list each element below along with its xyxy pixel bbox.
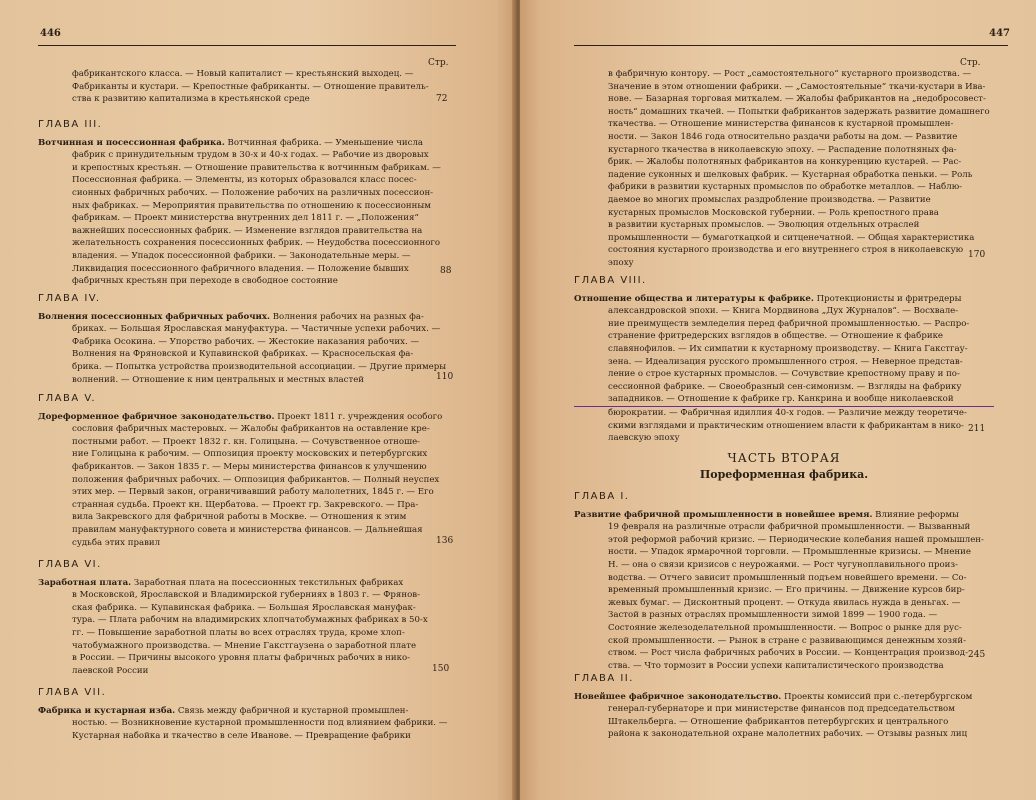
chapter-heading: ГЛАВА VII.: [38, 687, 107, 698]
toc-line: Значение в этом отношении фабрики. — „Самостоятельные“ ткачи-кустари в Ива-: [608, 81, 986, 92]
toc-page-ref: 245: [968, 650, 986, 660]
chapter-II: [574, 664, 994, 741]
toc-line: ние преимуществ земледелия перед фабричной промышленностью. — Распро-: [608, 318, 970, 329]
toc-line: владения. — Упадок посессионной фабрики. — Законодательные меры. —: [72, 250, 411, 261]
toc-line: гг. — Повышение заработной платы во всех отраслях труда, кроме хлоп-: [72, 627, 405, 638]
toc-line: Связь между фабричной и кустарной промышлен-: [175, 705, 409, 716]
chapter-heading: ГЛАВА I.: [574, 491, 630, 502]
toc-line: состояния кустарного производства и его внутреннего строя в николаевскую: [608, 245, 964, 256]
toc-line: фабрикантов. — Закон 1835 г. — Меры министерства финансов к улучшению: [72, 461, 427, 472]
toc-line: ность“ домашних ткачей. — Попытки фабрикантов задержать развитие домашнего: [608, 106, 990, 117]
toc-line: эпоху: [608, 257, 634, 268]
toc-line: Ликвидация посессионного фабричного владения. — Положение бывших: [72, 263, 409, 274]
toc-line: сионных фабричных рабочих. — Положение рабочих на различных посессион-: [72, 187, 434, 198]
toc-page-ref: 150: [432, 664, 450, 674]
toc-line: ской промышленности. — Рынок в стране с развивающимся денежным хозяй-: [608, 635, 967, 646]
chapter-title: Фабрика и кустарная изба.: [38, 705, 176, 716]
toc-line: этих мер. — Первый закон, ограничивавший работу малолетних, 1845 г. — Его: [72, 487, 434, 498]
chapter-VI: [38, 550, 438, 677]
toc-line: ства к развитию капитализма в крестьянской среде: [72, 94, 310, 105]
toc-line: Н. — она о связи кризисов с неурожаями. — Рост чугуноплавильного произ-: [608, 559, 958, 570]
toc-page-ref: 110: [436, 372, 454, 382]
header-rule: [574, 45, 1008, 46]
toc-line: Фабриканты и кустари. — Крепостные фабриканты. — Отношение правитель-: [72, 81, 429, 92]
page-number-right: 447: [989, 28, 1010, 39]
header-rule: [38, 45, 456, 46]
toc-line: скими взглядами и практическим отношением власти к фабрикантам в нико-: [608, 420, 964, 431]
toc-line: Протекционисты и фритредеры: [813, 293, 962, 304]
toc-line: 19 февраля на различные отрасли фабричной промышленности. — Вызванный: [608, 522, 971, 533]
toc-line: жевых бумаг. — Дисконтный процент. — Откуда явилась нужда в деньгах. —: [608, 597, 961, 608]
toc-line: и крепостных крестьян. — Отношение правительства к вотчинным фабрикам. —: [72, 162, 441, 173]
chapter-title: Дореформенное фабричное законодательство.: [38, 411, 275, 422]
toc-page-ref: 136: [436, 536, 454, 546]
toc-line: в фабричную контору. — Рост „самостоятельного“ кустарного производства. —: [608, 69, 972, 79]
toc-page-ref: 88: [440, 266, 452, 276]
toc-line: брик. — Жалобы полотняных фабрикантов на конкуренцию кустарей. — Рас-: [608, 157, 962, 168]
toc-line: Кустарная набойка и ткачество в селе Иванове. — Превращение фабрики: [72, 730, 411, 741]
toc-line: постными работ. — Проект 1832 г. кн. Голицына. — Сочувственное отноше-: [72, 436, 421, 447]
toc-line: даемое во многих промыслах раздробление производства. — Развитие: [608, 194, 931, 205]
page-number-left: 446: [40, 28, 61, 39]
toc-line: водства. — Отчего зависит промышленный подъем новейшего времени. — Со-: [608, 572, 967, 583]
toc-line: ние Голицына к рабочим. — Оппозиция проекту московских и петербургских: [72, 449, 428, 460]
toc-line: сословия фабричных мастеровых. — Жалобы фабрикантов на оставление кре-: [72, 424, 430, 435]
toc-line: Штакельберга. — Отношение фабрикантов петербургских и центрального: [608, 716, 949, 727]
toc-line: тура. — Плата рабочим на владимирских хлопчатобумажных фабриках в 50-х: [72, 615, 428, 626]
toc-line: фабрики в развитии кустарных промыслов по обработке металлов. — Наблю-: [608, 182, 963, 193]
toc-line: Состояние железоделательной промышленности. — Вопрос о рынке для рус-: [608, 622, 962, 633]
chapter-VIII: [574, 266, 994, 445]
toc-line: ности. — Упадок ярмарочной торговли. — Промышленные кризисы. — Мнение: [608, 547, 971, 558]
toc-line: ткачества. — Отношение министерства финансов к кустарной промышлен-: [608, 119, 954, 130]
toc-line-underlined: западников. — Отношение к фабрике гр. Канкрина и вообще николаевской: [574, 393, 994, 407]
toc-line: фабрик с принудительным трудом в 30-х и 40-х годах. — Рабочие из дворовых: [72, 150, 429, 161]
toc-line: падение суконных и шелковых фабрик. — Кустарная обработка пеньки. — Роль: [608, 169, 973, 180]
chapter-title: Заработная плата.: [38, 577, 132, 588]
toc-line: кустарного ткачества в николаевскую эпоху. — Распадение полотняных фа-: [608, 144, 957, 155]
toc-line: брика. — Попытка устройства производительной ассоциации. — Другие примеры: [72, 361, 447, 372]
toc-line: в развитии кустарных промыслов. — Эволюция отдельных отраслей: [608, 220, 920, 231]
toc-line: желательность сохранения посессионных фабрик. — Неудобства посессионного: [72, 238, 441, 249]
toc-line: Влияние реформы: [872, 509, 959, 520]
toc-line: сессионной фабрике. — Своеобразный сен-симонизм. — Взгляды на фабрику: [608, 381, 962, 392]
toc-line: ства. — Что тормозит в России успехи капиталистического производства: [608, 660, 944, 671]
toc-line: бюрократии. — Фабричная идиллия 40-х годов. — Различие между теоретиче-: [608, 407, 967, 418]
chapter-title: Вотчинная и посессионная фабрика.: [38, 137, 225, 148]
toc-line: судьба этих правил: [72, 537, 161, 548]
left-contents: [38, 68, 438, 106]
toc-line: генерал-губернаторе и при министерстве финансов под председательством: [608, 704, 955, 715]
toc-line: нове. — Базарная торговая миткалем. — Жалобы фабрикантов на „недобросовест-: [608, 94, 986, 105]
part-subtitle: Пореформенная фабрика.: [699, 467, 869, 481]
toc-page-ref: 72: [436, 94, 448, 104]
toc-page-ref: 170: [968, 250, 986, 260]
toc-line: Волнения на Фряновской и Купавинской фабриках. — Красносельская фа-: [72, 349, 414, 360]
toc-line: Посессионная фабрика. — Элементы, из которых образовался класс посес-: [72, 175, 417, 186]
chapter-heading: ГЛАВА V.: [38, 393, 97, 404]
chapter-I: [574, 482, 994, 672]
toc-line: этой реформой рабочий кризис. — Периодические колебания нашей промышлен-: [608, 534, 984, 545]
toc-line: славянофилов. — Их симпатии к кустарному производству. — Книга Гакстгау-: [608, 343, 968, 354]
chapter-title: Новейшее фабричное законодательство.: [574, 691, 782, 702]
chapter-title: Отношение общества и литературы к фабрике.: [574, 293, 814, 304]
toc-line: положения фабричных рабочих. — Оппозиция фабрикантов. — Полный неуспех: [72, 474, 440, 485]
toc-line: лаевскую эпоху: [608, 433, 680, 444]
toc-line: фабричных крестьян при переходе в свободное состояние: [72, 276, 338, 287]
toc-line: в России. — Причины высокого уровня платы фабричных рабочих в нико-: [72, 653, 411, 664]
chapter-heading: ГЛАВА II.: [574, 673, 634, 684]
toc-line: бриках. — Большая Ярославская мануфактура. — Частичные успехи рабочих. —: [72, 324, 441, 335]
toc-line: ская фабрика. — Купавинская фабрика. — Большая Ярославская мануфак-: [72, 602, 416, 613]
toc-line: александровской эпохи. — Книга Мордвинова „Дух Журналов“. — Восхвале-: [608, 306, 959, 317]
toc-line: зена. — Идеализация русского промышленного строя. — Неверное представ-: [608, 356, 963, 367]
toc-line: важнейших посессионных фабрик. — Изменение взглядов правительства на: [72, 225, 423, 236]
toc-page-ref: 211: [968, 424, 986, 434]
right-contents-intro: [574, 68, 994, 270]
toc-line: Волнения рабочих на разных фа-: [270, 311, 424, 322]
chapter-heading: ГЛАВА IV.: [38, 293, 101, 304]
page-column-label: Стр.: [960, 58, 981, 68]
toc-line: в Московской, Ярославской и Владимирской губерниях в 1803 г. — Фрянов-: [72, 590, 421, 601]
toc-line: временный промышленный кризис. — Его причины. — Движение курсов бир-: [608, 585, 965, 596]
toc-line: ных фабриках. — Мероприятия правительства по отношению к посессионным: [72, 200, 431, 211]
toc-line: ностью. — Возникновение кустарной промышленности под влиянием фабрики. —: [72, 718, 448, 729]
toc-line: фабрикам. — Проект министерства внутренних дел 1811 г. — „Положения“: [72, 213, 419, 224]
toc-line: странение фритредерских взглядов в обществе. — Отношение к фабрике: [608, 331, 944, 342]
chapter-heading: ГЛАВА VIII.: [574, 275, 647, 286]
chapter-III: [38, 110, 441, 288]
toc-line: кустарных промыслов Московской губернии. — Роль крепостного права: [608, 207, 939, 218]
chapter-VII: [38, 678, 448, 742]
toc-line: ством. — Рост числа фабричных рабочих в России. — Концентрация производ-: [608, 648, 968, 659]
toc-line: Заработная плата на посессионных текстильных фабриках: [131, 577, 404, 588]
chapter-title: Развитие фабричной промышленности в новейшее время.: [574, 509, 873, 520]
toc-line: Застой в разных отраслях промышленности зимой 1899 — 1900 года. —: [608, 610, 938, 621]
toc-line: ности. — Закон 1846 года относительно раздачи работы на дом. — Развитие: [608, 131, 958, 142]
toc-line: фабрикантского класса. — Новый капиталист — крестьянский выходец. —: [72, 69, 414, 79]
chapter-title: Волнения посессионных фабричных рабочих.: [38, 311, 270, 322]
toc-line: Проект 1811 г. учреждения особого: [274, 411, 443, 422]
left-page: [0, 0, 516, 800]
toc-line: странная судьба. Проект кн. Щербатова. — Проект гр. Закревского. — Пра-: [72, 499, 419, 510]
toc-line: Вотчинная фабрика. — Уменьшение числа: [224, 137, 424, 148]
chapter-V: [38, 384, 443, 549]
right-page: [520, 0, 1036, 800]
toc-line: волнений. — Отношение к ним центральных и местных властей: [72, 374, 365, 385]
toc-line: Проекты комиссий при с.-петербургском: [781, 691, 973, 702]
toc-line: ление о строе кустарных промыслов. — Сочувствие крепостному праву и по-: [608, 369, 960, 380]
toc-line: вила Закревского для фабричной работы в Москве. — Отношения к этим: [72, 512, 407, 523]
chapter-heading: ГЛАВА VI.: [38, 559, 102, 570]
page-column-label: Стр.: [428, 58, 449, 68]
toc-line: промышленности — бумаготкацкой и ситценечатной. — Общая характеристика: [608, 232, 975, 243]
toc-line: лаевской России: [72, 665, 149, 676]
toc-line: Фабрика Осокина. — Упорство рабочих. — Жестокие наказания рабочих. —: [72, 336, 420, 347]
toc-line: чатобумажного производства. — Мнение Гакстгаузена о заработной плате: [72, 640, 417, 651]
toc-line: правилам мануфактурного совета и министерства финансов. — Дальнейшая: [72, 524, 423, 535]
part-title: ЧАСТЬ ВТОРАЯ: [727, 451, 841, 465]
toc-line: района к законодательной охране малолетних рабочих. — Отзывы разных лиц: [608, 729, 968, 740]
chapter-heading: ГЛАВА III.: [38, 119, 103, 130]
